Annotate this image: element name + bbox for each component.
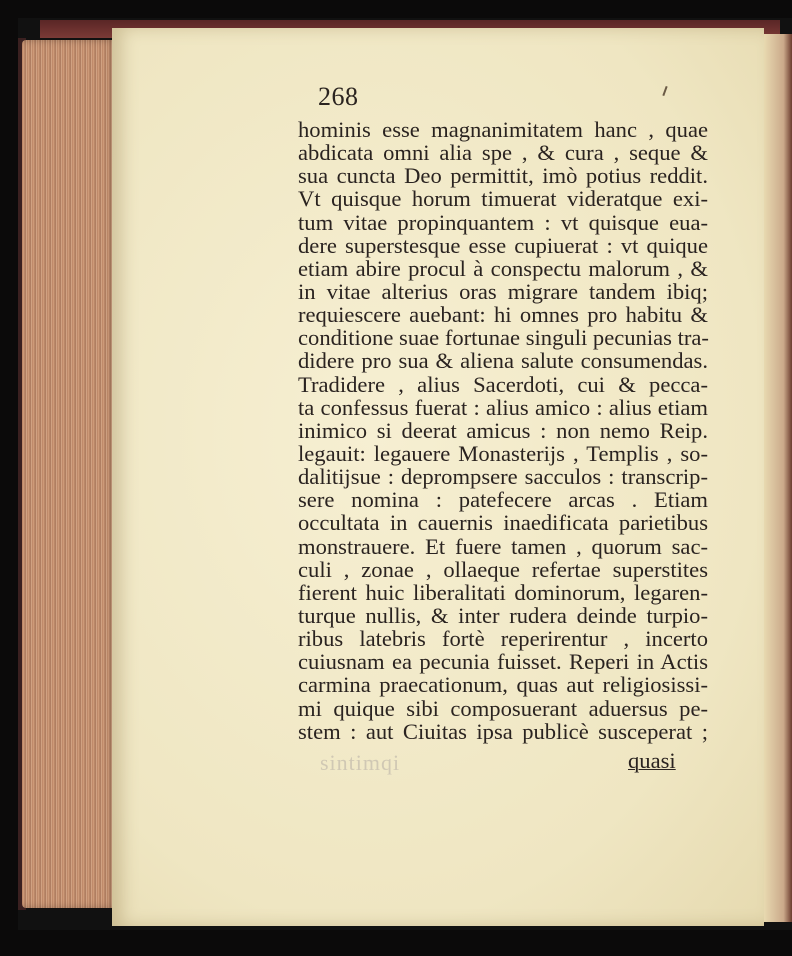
text-line: occultata in cauernis inaedificata parietibus bbox=[298, 510, 708, 536]
text-line: turque nullis, & inter rudera deinde turpio- bbox=[298, 602, 708, 628]
text-line: stem : aut Ciuitas ipsa publicè susceperat ; bbox=[298, 718, 708, 744]
text-line: dere superstesque esse cupiuerat : vt quique bbox=[298, 232, 708, 258]
text-line: inimico si deerat amicus : non nemo Reip. bbox=[298, 417, 708, 443]
text-line: mi quique sibi composuerant aduersus pe- bbox=[298, 695, 708, 721]
catchword: quasi bbox=[628, 748, 676, 773]
show-through-text: sintimqi bbox=[320, 750, 401, 775]
right-page-edge bbox=[764, 34, 792, 922]
page-text bbox=[298, 118, 708, 743]
text-line: didere pro sua & aliena salute consumendas. bbox=[298, 348, 708, 374]
text-line: sere nomina : patefecere arcas . Etiam bbox=[298, 487, 708, 513]
text-line: etiam abire procul à conspectu malorum , & bbox=[298, 255, 708, 281]
text-line: legauit: legauere Monasterijs , Templis , so- bbox=[298, 440, 708, 466]
text-line: sua cuncta Deo permittit, imò potius reddit. bbox=[298, 163, 708, 189]
text-line: dalitijsue : deprompsere sacculos : transcrip- bbox=[298, 464, 708, 490]
text-line: conditione suae fortunae singuli pecunias tra- bbox=[298, 325, 709, 351]
text-line: culi , zonae , ollaeque refertae superstites bbox=[298, 556, 708, 582]
text-line: Vt quisque horum timuerat videratque exi- bbox=[298, 186, 708, 212]
text-line: carmina praecationum, quas aut religiosissi- bbox=[298, 672, 708, 698]
text-line: hominis esse magnanimitatem hanc , quae bbox=[298, 117, 708, 142]
text-line: monstrauere. Et fuere tamen , quorum sac- bbox=[298, 533, 708, 559]
text-line: ta confessus fuerat : alius amico : alius etiam bbox=[298, 394, 708, 420]
text-line: tum vitae propinquantem : vt quisque eua- bbox=[298, 209, 708, 235]
text-line: requiescere auebant: hi omnes pro habitu & bbox=[298, 302, 708, 328]
text-line: Tradidere , alius Sacerdoti, cui & pecca- bbox=[298, 371, 708, 397]
text-line: fierent huic liberalitati dominorum, legaren- bbox=[298, 579, 708, 605]
page-number: 268 bbox=[318, 82, 359, 111]
text-line: ribus latebris fortè reperirentur , incerto bbox=[298, 626, 708, 652]
page-fore-edge bbox=[22, 40, 118, 908]
text-line: abdicata omni alia spe , & cura , seque & bbox=[298, 140, 708, 166]
text-line: cuiusnam ea pecunia fuisset. Reperi in Actis bbox=[298, 649, 708, 675]
text-line: in vitae alterius oras migrare tandem ibiq; bbox=[298, 278, 708, 304]
